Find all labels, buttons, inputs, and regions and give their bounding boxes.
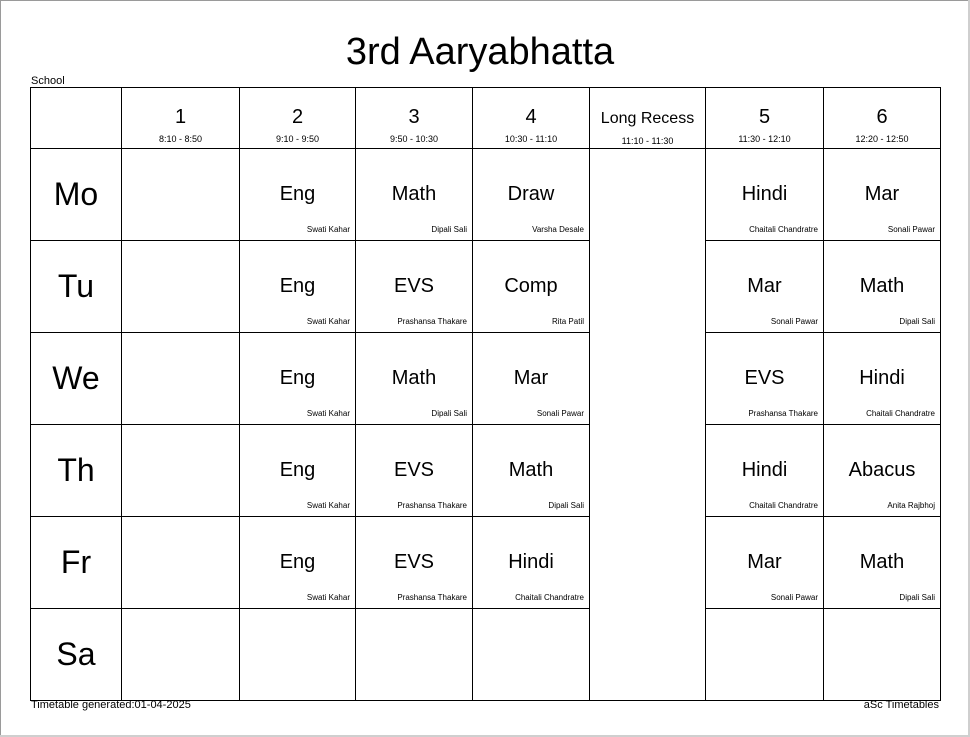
day-row <box>31 333 941 425</box>
teacher-name: Dipali Sali <box>548 501 584 510</box>
teacher-name: Dipali Sali <box>899 593 935 602</box>
recess-header <box>590 88 706 149</box>
page-title: 3rd Aaryabhatta <box>345 31 615 73</box>
day-header <box>31 425 122 517</box>
day-row <box>31 517 941 609</box>
period-time: 11:30 - 12:10 <box>738 134 791 144</box>
lesson-cell[interactable] <box>824 517 941 609</box>
subject-label: Eng <box>279 275 316 297</box>
teacher-name: Chaitali Chandratre <box>749 225 818 234</box>
day-label: Th <box>57 452 95 488</box>
period-number: 5 <box>758 106 771 128</box>
subject-label: Eng <box>279 551 316 573</box>
subject-label: EVS <box>744 367 785 389</box>
recess-name: Long Recess <box>600 110 695 127</box>
period-time: 11:10 - 11:30 <box>621 136 674 146</box>
period-header <box>473 88 590 149</box>
lesson-cell[interactable] <box>824 333 941 425</box>
lesson-cell[interactable] <box>356 333 473 425</box>
empty-cell[interactable] <box>122 241 240 333</box>
subject-label: Math <box>391 367 437 389</box>
period-header <box>824 88 941 149</box>
teacher-name: Prashansa Thakare <box>397 317 467 326</box>
teacher-name: Swati Kahar <box>306 409 350 418</box>
empty-cell[interactable] <box>122 517 240 609</box>
day-label: Mo <box>53 176 99 212</box>
lesson-cell[interactable] <box>473 241 590 333</box>
empty-cell[interactable] <box>122 149 240 241</box>
brand-label: aSc Timetables <box>863 699 939 711</box>
day-header <box>31 241 122 333</box>
day-row <box>31 149 941 241</box>
day-header <box>31 609 122 701</box>
lesson-cell[interactable] <box>240 425 356 517</box>
teacher-name: Sonali Pawar <box>770 593 818 602</box>
subject-label: Draw <box>507 183 555 205</box>
teacher-name: Dipali Sali <box>431 225 467 234</box>
subject-label: EVS <box>393 551 435 573</box>
teacher-name: Prashansa Thakare <box>748 409 818 418</box>
empty-cell[interactable] <box>122 609 240 701</box>
period-number: 2 <box>291 106 304 128</box>
teacher-name: Sonali Pawar <box>770 317 818 326</box>
day-header <box>31 333 122 425</box>
period-header <box>706 88 824 149</box>
day-label: Sa <box>56 636 96 672</box>
day-row <box>31 609 941 701</box>
lesson-cell[interactable] <box>824 241 941 333</box>
teacher-name: Dipali Sali <box>899 317 935 326</box>
corner-cell <box>31 88 122 149</box>
lesson-cell[interactable] <box>240 241 356 333</box>
day-row <box>31 241 941 333</box>
recess-column <box>590 149 706 701</box>
period-time: 12:20 - 12:50 <box>855 134 909 144</box>
day-label: We <box>52 360 100 396</box>
lesson-cell[interactable] <box>473 333 590 425</box>
empty-cell[interactable] <box>356 609 473 701</box>
header-row <box>31 88 941 149</box>
empty-cell[interactable] <box>473 609 590 701</box>
period-header <box>240 88 356 149</box>
subject-label: Math <box>859 275 905 297</box>
lesson-cell[interactable] <box>356 517 473 609</box>
lesson-cell[interactable] <box>706 333 824 425</box>
lesson-cell[interactable] <box>473 425 590 517</box>
subject-label: Mar <box>864 183 900 205</box>
period-number: 3 <box>408 106 420 128</box>
subject-label: EVS <box>393 459 435 481</box>
teacher-name: Chaitali Chandratre <box>866 409 935 418</box>
lesson-cell[interactable] <box>356 425 473 517</box>
subject-label: Comp <box>504 275 558 297</box>
period-time: 8:10 - 8:50 <box>158 134 203 144</box>
teacher-name: Sonali Pawar <box>536 409 584 418</box>
subject-label: Math <box>859 551 905 573</box>
lesson-cell[interactable] <box>240 333 356 425</box>
subject-label: Hindi <box>508 551 554 573</box>
lesson-cell[interactable] <box>356 241 473 333</box>
period-time: 10:30 - 11:10 <box>504 134 558 144</box>
subject-label: Math <box>508 459 554 481</box>
teacher-name: Swati Kahar <box>306 501 350 510</box>
period-header <box>122 88 240 149</box>
timetable-grid <box>30 87 941 701</box>
subject-label: Eng <box>279 459 316 481</box>
day-label: Fr <box>60 544 92 580</box>
lesson-cell[interactable] <box>356 149 473 241</box>
teacher-name: Swati Kahar <box>306 317 350 326</box>
period-time: 9:50 - 10:30 <box>389 134 439 144</box>
subject-label: Mar <box>747 275 782 297</box>
school-label: School <box>31 75 65 87</box>
subject-label: Math <box>391 183 437 205</box>
period-number: 1 <box>174 106 187 128</box>
teacher-name: Prashansa Thakare <box>397 501 467 510</box>
teacher-name: Prashansa Thakare <box>397 593 467 602</box>
period-number: 4 <box>525 106 537 128</box>
day-label: Tu <box>57 268 95 304</box>
period-header <box>356 88 473 149</box>
generated-date: Timetable generated:01-04-2025 <box>31 699 191 711</box>
lesson-cell[interactable] <box>824 149 941 241</box>
teacher-name: Swati Kahar <box>306 593 350 602</box>
subject-label: EVS <box>393 275 435 297</box>
period-time: 9:10 - 9:50 <box>275 134 320 144</box>
lesson-cell[interactable] <box>240 149 356 241</box>
empty-cell[interactable] <box>824 609 941 701</box>
teacher-name: Sonali Pawar <box>887 225 935 234</box>
lesson-cell[interactable] <box>706 425 824 517</box>
empty-cell[interactable] <box>122 425 240 517</box>
subject-label: Eng <box>279 367 316 389</box>
lesson-cell[interactable] <box>706 149 824 241</box>
lesson-cell[interactable] <box>706 241 824 333</box>
day-header <box>31 517 122 609</box>
teacher-name: Dipali Sali <box>431 409 467 418</box>
teacher-name: Anita Rajbhoj <box>887 501 935 510</box>
teacher-name: Chaitali Chandratre <box>749 501 818 510</box>
teacher-name: Chaitali Chandratre <box>515 593 584 602</box>
lesson-cell[interactable] <box>824 425 941 517</box>
lesson-cell[interactable] <box>473 517 590 609</box>
subject-label: Hindi <box>859 367 905 389</box>
day-row <box>31 425 941 517</box>
lesson-cell[interactable] <box>240 517 356 609</box>
empty-cell[interactable] <box>122 333 240 425</box>
teacher-name: Swati Kahar <box>306 225 350 234</box>
day-header <box>31 149 122 241</box>
subject-label: Hindi <box>741 459 788 481</box>
subject-label: Mar <box>513 367 549 389</box>
empty-cell[interactable] <box>240 609 356 701</box>
subject-label: Abacus <box>848 459 916 481</box>
lesson-cell[interactable] <box>473 149 590 241</box>
teacher-name: Rita Patil <box>551 317 584 326</box>
subject-label: Mar <box>747 551 782 573</box>
subject-label: Eng <box>279 183 316 205</box>
teacher-name: Varsha Desale <box>532 225 584 234</box>
empty-cell[interactable] <box>706 609 824 701</box>
period-number: 6 <box>876 106 888 128</box>
subject-label: Hindi <box>741 183 788 205</box>
lesson-cell[interactable] <box>706 517 824 609</box>
